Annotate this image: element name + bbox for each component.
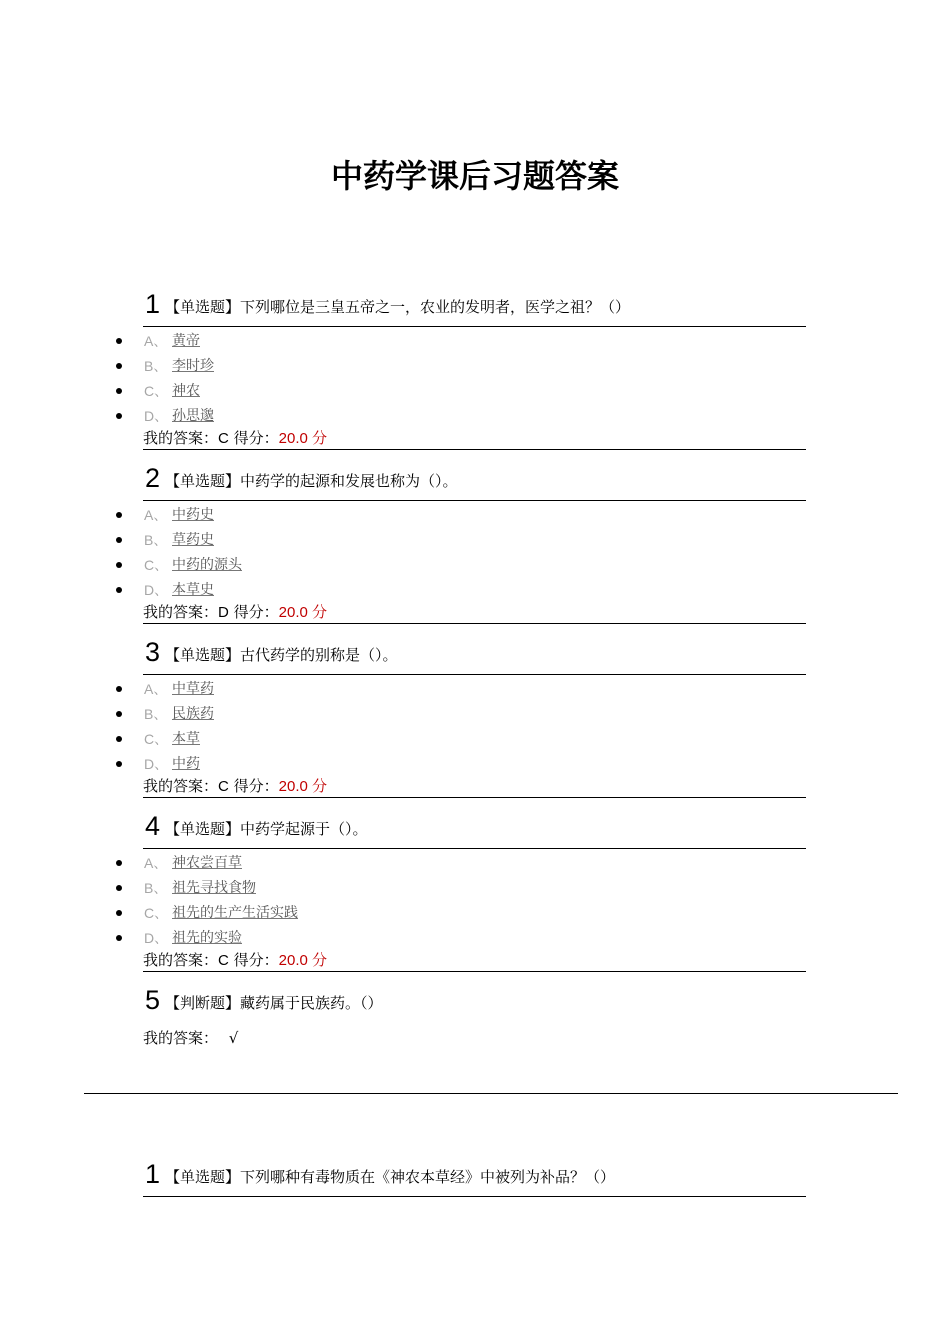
question-number: 3 [145, 637, 161, 667]
option-a[interactable] [0, 504, 400, 529]
option-b[interactable] [0, 355, 400, 380]
option-list [0, 852, 400, 952]
score-value: 20.0 分 [278, 778, 328, 795]
option-link[interactable]: 本草 [172, 731, 200, 747]
option-list [0, 678, 400, 778]
bullet-icon [116, 363, 122, 369]
option-letter: A、 [144, 855, 168, 871]
option-link[interactable]: 神农尝百草 [172, 855, 242, 871]
question-text: 【单选题】下列哪位是三皇五帝之一，农业的发明者，医学之祖？（） [165, 298, 631, 316]
option-letter: D、 [144, 582, 169, 598]
question-header [143, 982, 806, 1022]
question-header [143, 808, 806, 849]
question-text: 【单选题】下列哪种有毒物质在《神农本草经》中被列为补品？（） [165, 1168, 616, 1186]
score-label: 得分： [228, 951, 279, 969]
option-link[interactable]: 祖先寻找食物 [172, 880, 256, 896]
bullet-icon [116, 935, 122, 941]
option-list [0, 330, 400, 430]
answer-row [143, 1027, 238, 1049]
option-letter: A、 [144, 507, 168, 523]
question-header [143, 286, 806, 327]
option-c[interactable] [0, 728, 400, 753]
score-value: 20.0 分 [278, 430, 328, 447]
question-number: 1 [145, 289, 161, 319]
option-link[interactable]: 祖先的生产生活实践 [172, 905, 298, 921]
option-link[interactable]: 本草史 [172, 582, 214, 598]
score-label: 得分： [228, 777, 279, 795]
question-number: 5 [145, 985, 161, 1015]
option-letter: B、 [144, 532, 168, 548]
option-b[interactable] [0, 529, 400, 554]
option-letter: A、 [144, 333, 168, 349]
question-text: 【单选题】古代药学的别称是（）。 [165, 646, 398, 664]
option-link[interactable]: 孙思邈 [172, 408, 214, 424]
bullet-icon [116, 587, 122, 593]
score-label: 得分： [228, 603, 279, 621]
bullet-icon [116, 711, 122, 717]
option-letter: B、 [144, 358, 168, 374]
option-a[interactable] [0, 330, 400, 355]
answer-row [143, 427, 806, 450]
option-link[interactable]: 中药史 [172, 507, 214, 523]
option-link[interactable]: 祖先的实验 [172, 930, 242, 946]
option-b[interactable] [0, 703, 400, 728]
answer-label: 我的答案： [143, 429, 219, 447]
option-a[interactable] [0, 852, 400, 877]
option-letter: A、 [144, 681, 168, 697]
option-letter: B、 [144, 706, 168, 722]
answer-check: √ [228, 1029, 239, 1047]
bullet-icon [116, 388, 122, 394]
question-number: 2 [145, 463, 161, 493]
option-b[interactable] [0, 877, 400, 902]
option-link[interactable]: 民族药 [172, 706, 214, 722]
option-link[interactable]: 中药 [172, 756, 200, 772]
answer-label: 我的答案： [143, 1029, 219, 1047]
section-divider [84, 1093, 898, 1094]
answer-choice: D [218, 604, 229, 621]
option-letter: D、 [144, 930, 169, 946]
bullet-icon [116, 761, 122, 767]
bullet-icon [116, 885, 122, 891]
answer-label: 我的答案： [143, 777, 219, 795]
option-letter: B、 [144, 880, 168, 896]
option-link[interactable]: 李时珍 [172, 358, 214, 374]
option-letter: C、 [144, 731, 169, 747]
score-value: 20.0 分 [278, 952, 328, 969]
bullet-icon [116, 537, 122, 543]
answer-choice: C [218, 778, 229, 795]
bullet-icon [116, 512, 122, 518]
option-c[interactable] [0, 554, 400, 579]
bullet-icon [116, 562, 122, 568]
bullet-icon [116, 736, 122, 742]
answer-label: 我的答案： [143, 603, 219, 621]
option-letter: C、 [144, 557, 169, 573]
answer-choice: C [218, 430, 229, 447]
answer-label: 我的答案： [143, 951, 219, 969]
bullet-icon [116, 910, 122, 916]
answer-row [143, 601, 806, 624]
option-letter: D、 [144, 756, 169, 772]
question-text: 【单选题】中药学起源于（）。 [165, 820, 368, 838]
question-header [143, 634, 806, 675]
option-list [0, 504, 400, 604]
question-header [143, 1156, 806, 1197]
option-letter: C、 [144, 905, 169, 921]
question-header [143, 460, 806, 501]
question-number: 4 [145, 811, 161, 841]
question-text: 【判断题】藏药属于民族药。（） [165, 994, 383, 1012]
bullet-icon [116, 338, 122, 344]
option-link[interactable]: 黄帝 [172, 333, 200, 349]
bullet-icon [116, 686, 122, 692]
option-c[interactable] [0, 902, 400, 927]
bullet-icon [116, 860, 122, 866]
option-link[interactable]: 神农 [172, 383, 200, 399]
option-link[interactable]: 中草药 [172, 681, 214, 697]
answer-choice: C [218, 952, 229, 969]
option-letter: D、 [144, 408, 169, 424]
page-title: 中药学课后习题答案 [330, 157, 619, 195]
option-c[interactable] [0, 380, 400, 405]
option-letter: C、 [144, 383, 169, 399]
score-label: 得分： [228, 429, 279, 447]
option-link[interactable]: 草药史 [172, 532, 214, 548]
bullet-icon [116, 413, 122, 419]
score-value: 20.0 分 [278, 604, 328, 621]
answer-row [143, 775, 806, 798]
answer-row [143, 949, 806, 972]
question-text: 【单选题】中药学的起源和发展也称为（）。 [165, 472, 458, 490]
option-a[interactable] [0, 678, 400, 703]
option-link[interactable]: 中药的源头 [172, 557, 242, 573]
question-number: 1 [145, 1159, 161, 1189]
